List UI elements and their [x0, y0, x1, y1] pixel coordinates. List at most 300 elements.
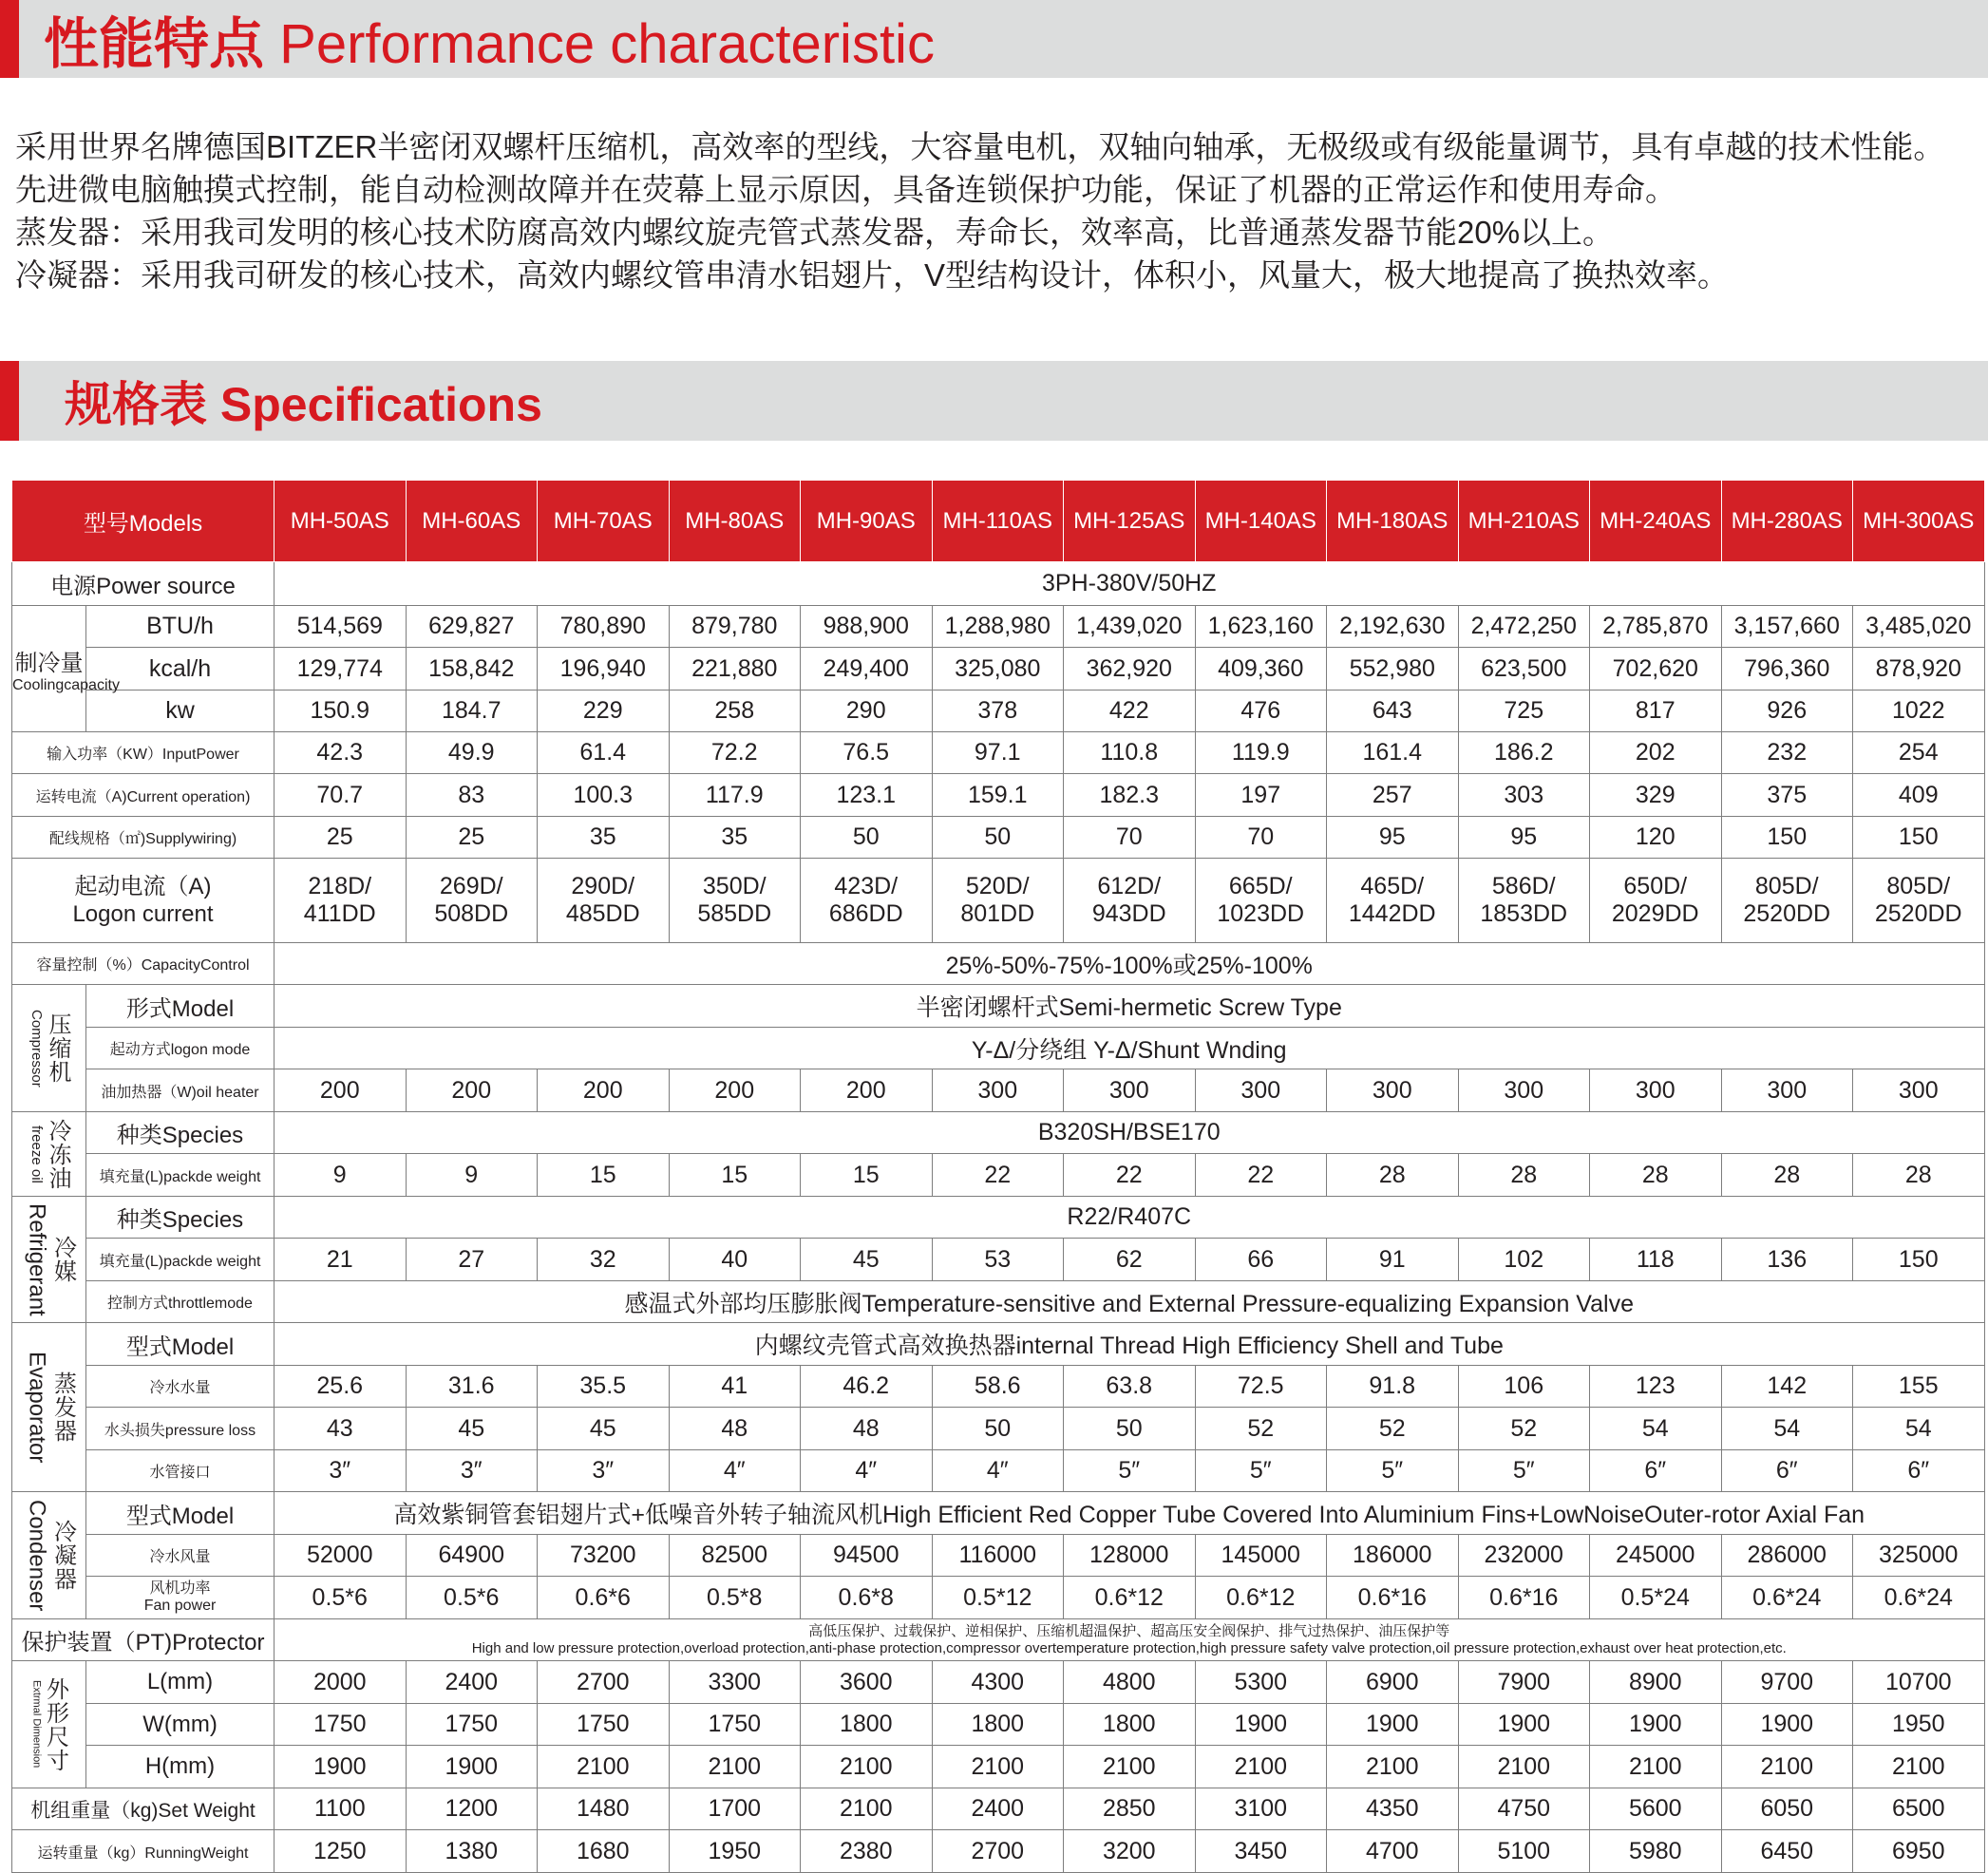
- value-cell: 22: [1195, 1154, 1327, 1197]
- value-cell: 7900: [1458, 1661, 1590, 1704]
- row-label: 种类Species: [86, 1112, 275, 1154]
- value-cell: 4800: [1064, 1661, 1196, 1704]
- logon-value-cell: [1721, 859, 1853, 943]
- value-cell: 1750: [406, 1704, 538, 1746]
- value-cell: 200: [406, 1069, 538, 1112]
- value-cell: 128000: [1064, 1535, 1196, 1577]
- value-cell: 422: [1064, 691, 1196, 732]
- specifications-table: [11, 480, 1985, 1873]
- value-cell: 1380: [406, 1830, 538, 1873]
- value-cell: 28: [1721, 1154, 1853, 1197]
- value-cell: 70: [1195, 817, 1327, 859]
- model-header: MH-280AS: [1721, 481, 1853, 562]
- value-cell: 362,920: [1064, 648, 1196, 691]
- value-cell: 62: [1064, 1239, 1196, 1281]
- value-cell: 1750: [669, 1704, 801, 1746]
- value-cell: 1680: [538, 1830, 670, 1873]
- value-cell: 0.6*12: [1064, 1577, 1196, 1619]
- value-cell: 6″: [1853, 1450, 1985, 1492]
- value-cell: 3100: [1195, 1788, 1327, 1830]
- table-row: [12, 606, 1985, 648]
- value-cell: 48: [801, 1408, 933, 1450]
- model-header: MH-140AS: [1195, 481, 1327, 562]
- value-cell: 22: [1064, 1154, 1196, 1197]
- value-cell: 5980: [1590, 1830, 1722, 1873]
- value-cell: 27: [406, 1239, 538, 1281]
- value-cell: 35: [669, 817, 801, 859]
- logon-value-cell: [932, 859, 1064, 943]
- logon-value-bottom: 2029DD: [1611, 900, 1699, 927]
- value-cell: 5″: [1458, 1450, 1590, 1492]
- value-cell: 2100: [801, 1788, 933, 1830]
- value-cell: 221,880: [669, 648, 801, 691]
- specifications-title-en: Specifications: [219, 378, 542, 431]
- value-cell: 118: [1590, 1239, 1722, 1281]
- value-cell: 5100: [1458, 1830, 1590, 1873]
- value-cell: 375: [1721, 774, 1853, 817]
- value-cell: 9700: [1721, 1661, 1853, 1704]
- value-cell: 0.5*6: [275, 1577, 407, 1619]
- model-header: MH-60AS: [406, 481, 538, 562]
- value-cell: 21: [275, 1239, 407, 1281]
- logon-current-label: [12, 859, 275, 943]
- value-cell: 9: [406, 1154, 538, 1197]
- logon-value-bottom: 585DD: [697, 900, 772, 927]
- value-cell: 2100: [1853, 1746, 1985, 1788]
- models-header: 型号Models: [12, 481, 275, 562]
- value-cell: 50: [801, 817, 933, 859]
- value-cell: 25: [275, 817, 407, 859]
- performance-title-zh: 性能特点: [44, 13, 265, 75]
- value-cell: 476: [1195, 691, 1327, 732]
- table-row: [12, 859, 1985, 943]
- table-row: [12, 691, 1985, 732]
- value-cell: 202: [1590, 732, 1722, 774]
- table-row: [12, 1492, 1985, 1535]
- header-accent-bar: [0, 361, 19, 441]
- logon-value-cell: [1458, 859, 1590, 943]
- value-cell: 1800: [801, 1704, 933, 1746]
- model-header: MH-210AS: [1458, 481, 1590, 562]
- value-cell: 40: [669, 1239, 801, 1281]
- value-cell: 150: [1721, 817, 1853, 859]
- value-cell: 623,500: [1458, 648, 1590, 691]
- logon-value-top: 665D/: [1228, 873, 1293, 899]
- value-cell: 136: [1721, 1239, 1853, 1281]
- value-cell: 6900: [1327, 1661, 1459, 1704]
- group-label-en: Refrigerant: [24, 1202, 50, 1316]
- value-cell: 1750: [275, 1704, 407, 1746]
- row-label: 水管接口: [86, 1450, 275, 1492]
- row-label: L(mm): [86, 1661, 275, 1704]
- value-cell: 200: [538, 1069, 670, 1112]
- compressor-model-value: 半密闭螺杆式Semi-hermetic Screw Type: [275, 985, 1985, 1028]
- value-cell: 0.5*6: [406, 1577, 538, 1619]
- value-cell: 0.6*8: [801, 1577, 933, 1619]
- value-cell: 159.1: [932, 774, 1064, 817]
- performance-title-en: Performance characteristic: [279, 13, 935, 75]
- logon-value-cell: [1064, 859, 1196, 943]
- value-cell: 300: [1721, 1069, 1853, 1112]
- intro-evaporator: 蒸发器：采用我司发明的核心技术防腐高效内螺纹旋壳管式蒸发器，寿命长，效率高，比普通蒸发器节能20%以上。: [15, 215, 1615, 250]
- value-cell: 409: [1853, 774, 1985, 817]
- logon-value-bottom: 508DD: [434, 900, 509, 927]
- value-cell: 155: [1853, 1366, 1985, 1408]
- value-cell: 28: [1458, 1154, 1590, 1197]
- logon-value-top: 520D/: [965, 873, 1030, 899]
- value-cell: 54: [1590, 1408, 1722, 1450]
- value-cell: 184.7: [406, 691, 538, 732]
- value-cell: 4350: [1327, 1788, 1459, 1830]
- value-cell: 200: [669, 1069, 801, 1112]
- logon-value-top: 218D/: [308, 873, 372, 899]
- table-row: [12, 1239, 1985, 1281]
- refrigerant-species-value: R22/R407C: [275, 1197, 1985, 1239]
- table-row: [12, 732, 1985, 774]
- power-source-label: 电源Power source: [12, 562, 275, 606]
- value-cell: 2400: [932, 1788, 1064, 1830]
- value-cell: 2100: [1064, 1746, 1196, 1788]
- logon-value-cell: [1590, 859, 1722, 943]
- value-cell: 6500: [1853, 1788, 1985, 1830]
- value-cell: 1900: [275, 1746, 407, 1788]
- value-cell: 2700: [538, 1661, 670, 1704]
- value-cell: 4″: [669, 1450, 801, 1492]
- compressor-group: [12, 985, 86, 1112]
- value-cell: 4″: [801, 1450, 933, 1492]
- value-cell: 300: [932, 1069, 1064, 1112]
- value-cell: 110.8: [1064, 732, 1196, 774]
- logon-value-top: 805D/: [1886, 873, 1951, 899]
- value-cell: 76.5: [801, 732, 933, 774]
- value-cell: 45: [538, 1408, 670, 1450]
- value-cell: 552,980: [1327, 648, 1459, 691]
- table-row: [12, 1661, 1985, 1704]
- protector-label: 保护装置（PT)Protector: [12, 1619, 275, 1661]
- cooling-label-zh: 制冷量: [14, 650, 84, 676]
- logon-value-bottom: 1442DD: [1348, 900, 1436, 927]
- value-cell: 0.6*12: [1195, 1577, 1327, 1619]
- value-cell: 142: [1721, 1366, 1853, 1408]
- logon-mode-value: Y-Δ/分绕组 Y-Δ/Shunt Wnding: [275, 1028, 1985, 1069]
- value-cell: 1480: [538, 1788, 670, 1830]
- value-cell: 2100: [801, 1746, 933, 1788]
- evaporator-model-value: 内螺纹壳管式高效换热器internal Thread High Efficiency Shell and Tube: [275, 1323, 1985, 1366]
- table-row: [12, 1197, 1985, 1239]
- value-cell: 3450: [1195, 1830, 1327, 1873]
- value-cell: 1900: [406, 1746, 538, 1788]
- value-cell: 82500: [669, 1535, 801, 1577]
- value-cell: 5″: [1195, 1450, 1327, 1492]
- fan-label-zh: 风机功率: [149, 1580, 211, 1597]
- value-cell: 329: [1590, 774, 1722, 817]
- value-cell: 28: [1327, 1154, 1459, 1197]
- oil-species-value: B320SH/BSE170: [275, 1112, 1985, 1154]
- value-cell: 879,780: [669, 606, 801, 648]
- value-cell: 300: [1327, 1069, 1459, 1112]
- logon-value-top: 612D/: [1097, 873, 1162, 899]
- throttle-mode-value: 感温式外部均压膨胀阀Temperature-sensitive and External Pressure-equalizing Expansion Valve: [275, 1281, 1985, 1323]
- value-cell: 514,569: [275, 606, 407, 648]
- row-label: 容量控制（%）CapacityControl: [12, 943, 275, 985]
- value-cell: 196,940: [538, 648, 670, 691]
- value-cell: 1900: [1590, 1704, 1722, 1746]
- logon-value-bottom: 1023DD: [1217, 900, 1305, 927]
- value-cell: 123.1: [801, 774, 933, 817]
- logon-value-bottom: 485DD: [565, 900, 640, 927]
- value-cell: 303: [1458, 774, 1590, 817]
- value-cell: 2100: [669, 1746, 801, 1788]
- value-cell: 35: [538, 817, 670, 859]
- value-cell: 58.6: [932, 1366, 1064, 1408]
- logon-value-cell: [669, 859, 801, 943]
- value-cell: 91.8: [1327, 1366, 1459, 1408]
- value-cell: 300: [1064, 1069, 1196, 1112]
- value-cell: 409,360: [1195, 648, 1327, 691]
- value-cell: 6050: [1721, 1788, 1853, 1830]
- value-cell: 6″: [1590, 1450, 1722, 1492]
- intro-condenser: 冷凝器：采用我司研发的核心技术，高效内螺纹管串清水铝翅片，V型结构设计，体积小，风量大，极大地提高了换热效率。: [15, 257, 1730, 293]
- row-label: 形式Model: [86, 985, 275, 1028]
- logon-value-cell: [538, 859, 670, 943]
- logon-value-bottom: 943DD: [1091, 900, 1166, 927]
- value-cell: 25: [406, 817, 538, 859]
- value-cell: 49.9: [406, 732, 538, 774]
- performance-title: [44, 0, 935, 79]
- value-cell: 95: [1327, 817, 1459, 859]
- row-label: 冷水风量: [86, 1535, 275, 1577]
- model-header: MH-70AS: [538, 481, 670, 562]
- logon-value-top: 650D/: [1623, 873, 1688, 899]
- specifications-title: [65, 367, 542, 435]
- value-cell: 2100: [1195, 1746, 1327, 1788]
- value-cell: 95: [1458, 817, 1590, 859]
- logon-value-cell: [1853, 859, 1985, 943]
- value-cell: 229: [538, 691, 670, 732]
- logon-value-top: 423D/: [834, 873, 899, 899]
- value-cell: 817: [1590, 691, 1722, 732]
- table-row: [12, 648, 1985, 691]
- row-label: 配线规格（㎡)Supplywiring): [12, 817, 275, 859]
- value-cell: 1900: [1195, 1704, 1327, 1746]
- value-cell: 725: [1458, 691, 1590, 732]
- value-cell: 22: [932, 1154, 1064, 1197]
- value-cell: 116000: [932, 1535, 1064, 1577]
- value-cell: 0.5*8: [669, 1577, 801, 1619]
- row-label: 运转重量（kg）RunningWeight: [12, 1830, 275, 1873]
- protector-value: [275, 1619, 1985, 1661]
- value-cell: 182.3: [1064, 774, 1196, 817]
- value-cell: 197: [1195, 774, 1327, 817]
- value-cell: 1800: [1064, 1704, 1196, 1746]
- row-label: 填充量(L)packde weight: [86, 1239, 275, 1281]
- table-row: [12, 1577, 1985, 1619]
- value-cell: 4″: [932, 1450, 1064, 1492]
- value-cell: 2400: [406, 1661, 538, 1704]
- value-cell: 5″: [1327, 1450, 1459, 1492]
- fan-label-en: Fan power: [143, 1598, 217, 1614]
- value-cell: 83: [406, 774, 538, 817]
- row-label: H(mm): [86, 1746, 275, 1788]
- group-label-en: Condenser: [24, 1499, 50, 1612]
- row-label: W(mm): [86, 1704, 275, 1746]
- value-cell: 3300: [669, 1661, 801, 1704]
- table-row: [12, 943, 1985, 985]
- group-label-zh: 冷冻油: [45, 1118, 70, 1190]
- value-cell: 2100: [932, 1746, 1064, 1788]
- refrigerant-group: [12, 1197, 86, 1323]
- table-row: [12, 774, 1985, 817]
- condenser-model-value: 高效紫铜管套铝翅片式+低噪音外转子轴流风机High Efficient Red Copper Tube Covered Into Aluminium Fins+LowNoiseOuter-rotor Axial Fan: [275, 1492, 1985, 1535]
- specifications-header: [0, 361, 1988, 441]
- value-cell: 286000: [1721, 1535, 1853, 1577]
- capacity-control-value: 25%-50%-75%-100%或25%-100%: [275, 943, 1985, 985]
- value-cell: 0.5*12: [932, 1577, 1064, 1619]
- value-cell: 0.6*24: [1721, 1577, 1853, 1619]
- table-row: [12, 817, 1985, 859]
- logon-value-cell: [801, 859, 933, 943]
- value-cell: 52: [1195, 1408, 1327, 1450]
- condenser-group: [12, 1492, 86, 1619]
- row-label: 水头损失pressure loss: [86, 1408, 275, 1450]
- value-cell: 0.6*16: [1458, 1577, 1590, 1619]
- value-cell: 258: [669, 691, 801, 732]
- value-cell: 97.1: [932, 732, 1064, 774]
- unit-cell: kcal/h: [86, 648, 275, 691]
- table-row: [12, 1450, 1985, 1492]
- group-label-zh: 外形尺寸: [42, 1676, 68, 1772]
- value-cell: 6450: [1721, 1830, 1853, 1873]
- value-cell: 106: [1458, 1366, 1590, 1408]
- value-cell: 64900: [406, 1535, 538, 1577]
- value-cell: 1,439,020: [1064, 606, 1196, 648]
- value-cell: 878,920: [1853, 648, 1985, 691]
- model-header: MH-125AS: [1064, 481, 1196, 562]
- value-cell: 232: [1721, 732, 1853, 774]
- header-accent-bar: [0, 0, 19, 78]
- value-cell: 70: [1064, 817, 1196, 859]
- value-cell: 9: [275, 1154, 407, 1197]
- value-cell: 2100: [538, 1746, 670, 1788]
- value-cell: 31.6: [406, 1366, 538, 1408]
- table-row: [12, 1366, 1985, 1408]
- value-cell: 10700: [1853, 1661, 1985, 1704]
- protector-text-en: High and low pressure protection,overload protection,anti-phase protection,compressor overtemperature protection,high pressure safety valve protection,oil pressure protection,exhaust over heat protection,etc.: [471, 1639, 1787, 1656]
- value-cell: 32: [538, 1239, 670, 1281]
- row-label: 油加热器（W)oil heater: [86, 1069, 275, 1112]
- table-row: [12, 1746, 1985, 1788]
- fan-power-label: [86, 1577, 275, 1619]
- table-row: [12, 1154, 1985, 1197]
- logon-value-bottom: 801DD: [960, 900, 1035, 927]
- value-cell: 796,360: [1721, 648, 1853, 691]
- logon-label-zh: 起动电流（A): [74, 874, 212, 899]
- value-cell: 5300: [1195, 1661, 1327, 1704]
- value-cell: 94500: [801, 1535, 933, 1577]
- value-cell: 28: [1853, 1154, 1985, 1197]
- logon-value-top: 805D/: [1754, 873, 1819, 899]
- value-cell: 150: [1853, 817, 1985, 859]
- logon-label-en: Logon current: [72, 901, 214, 927]
- logon-value-bottom: 686DD: [828, 900, 903, 927]
- group-label-en: Evaporator: [24, 1351, 50, 1464]
- value-cell: 15: [538, 1154, 670, 1197]
- value-cell: 1900: [1721, 1704, 1853, 1746]
- logon-value-cell: [1327, 859, 1459, 943]
- group-label-en: Compressor: [28, 1009, 45, 1088]
- logon-value-cell: [1195, 859, 1327, 943]
- row-label: 输入功率（KW）InputPower: [12, 732, 275, 774]
- performance-header: [0, 0, 1988, 78]
- value-cell: 1022: [1853, 691, 1985, 732]
- group-label-en: freeze oil: [28, 1125, 45, 1183]
- value-cell: 1100: [275, 1788, 407, 1830]
- value-cell: 1800: [932, 1704, 1064, 1746]
- value-cell: 70.7: [275, 774, 407, 817]
- value-cell: 0.6*24: [1853, 1577, 1985, 1619]
- value-cell: 1750: [538, 1704, 670, 1746]
- unit-cell: kw: [86, 691, 275, 732]
- value-cell: 158,842: [406, 648, 538, 691]
- value-cell: 5″: [1064, 1450, 1196, 1492]
- dimension-group: [12, 1661, 86, 1788]
- value-cell: 290: [801, 691, 933, 732]
- value-cell: 1700: [669, 1788, 801, 1830]
- table-row: [12, 1788, 1985, 1830]
- value-cell: 643: [1327, 691, 1459, 732]
- row-label: 型式Model: [86, 1323, 275, 1366]
- value-cell: 3600: [801, 1661, 933, 1704]
- value-cell: 54: [1853, 1408, 1985, 1450]
- value-cell: 120: [1590, 817, 1722, 859]
- value-cell: 2,472,250: [1458, 606, 1590, 648]
- value-cell: 72.5: [1195, 1366, 1327, 1408]
- logon-value-top: 290D/: [571, 873, 635, 899]
- logon-value-cell: [275, 859, 407, 943]
- logon-value-cell: [406, 859, 538, 943]
- value-cell: 200: [275, 1069, 407, 1112]
- table-row: [12, 1028, 1985, 1069]
- value-cell: 25.6: [275, 1366, 407, 1408]
- power-source-value: 3PH-380V/50HZ: [275, 562, 1985, 606]
- value-cell: 1900: [1458, 1704, 1590, 1746]
- value-cell: 43: [275, 1408, 407, 1450]
- value-cell: 161.4: [1327, 732, 1459, 774]
- value-cell: 2380: [801, 1830, 933, 1873]
- table-row: [12, 1281, 1985, 1323]
- value-cell: 186000: [1327, 1535, 1459, 1577]
- table-row: [12, 1704, 1985, 1746]
- table-row: [12, 1619, 1985, 1661]
- value-cell: 629,827: [406, 606, 538, 648]
- value-cell: 1,623,160: [1195, 606, 1327, 648]
- value-cell: 249,400: [801, 648, 933, 691]
- value-cell: 702,620: [1590, 648, 1722, 691]
- value-cell: 42.3: [275, 732, 407, 774]
- value-cell: 5600: [1590, 1788, 1722, 1830]
- group-label-zh: 压缩机: [45, 1012, 70, 1084]
- value-cell: 4750: [1458, 1788, 1590, 1830]
- value-cell: 63.8: [1064, 1366, 1196, 1408]
- value-cell: 8900: [1590, 1661, 1722, 1704]
- row-label: 冷水水量: [86, 1366, 275, 1408]
- value-cell: 1250: [275, 1830, 407, 1873]
- table-row: [12, 1112, 1985, 1154]
- value-cell: 15: [669, 1154, 801, 1197]
- model-header: MH-50AS: [275, 481, 407, 562]
- group-label-zh: 蒸发器: [49, 1372, 76, 1443]
- value-cell: 4300: [932, 1661, 1064, 1704]
